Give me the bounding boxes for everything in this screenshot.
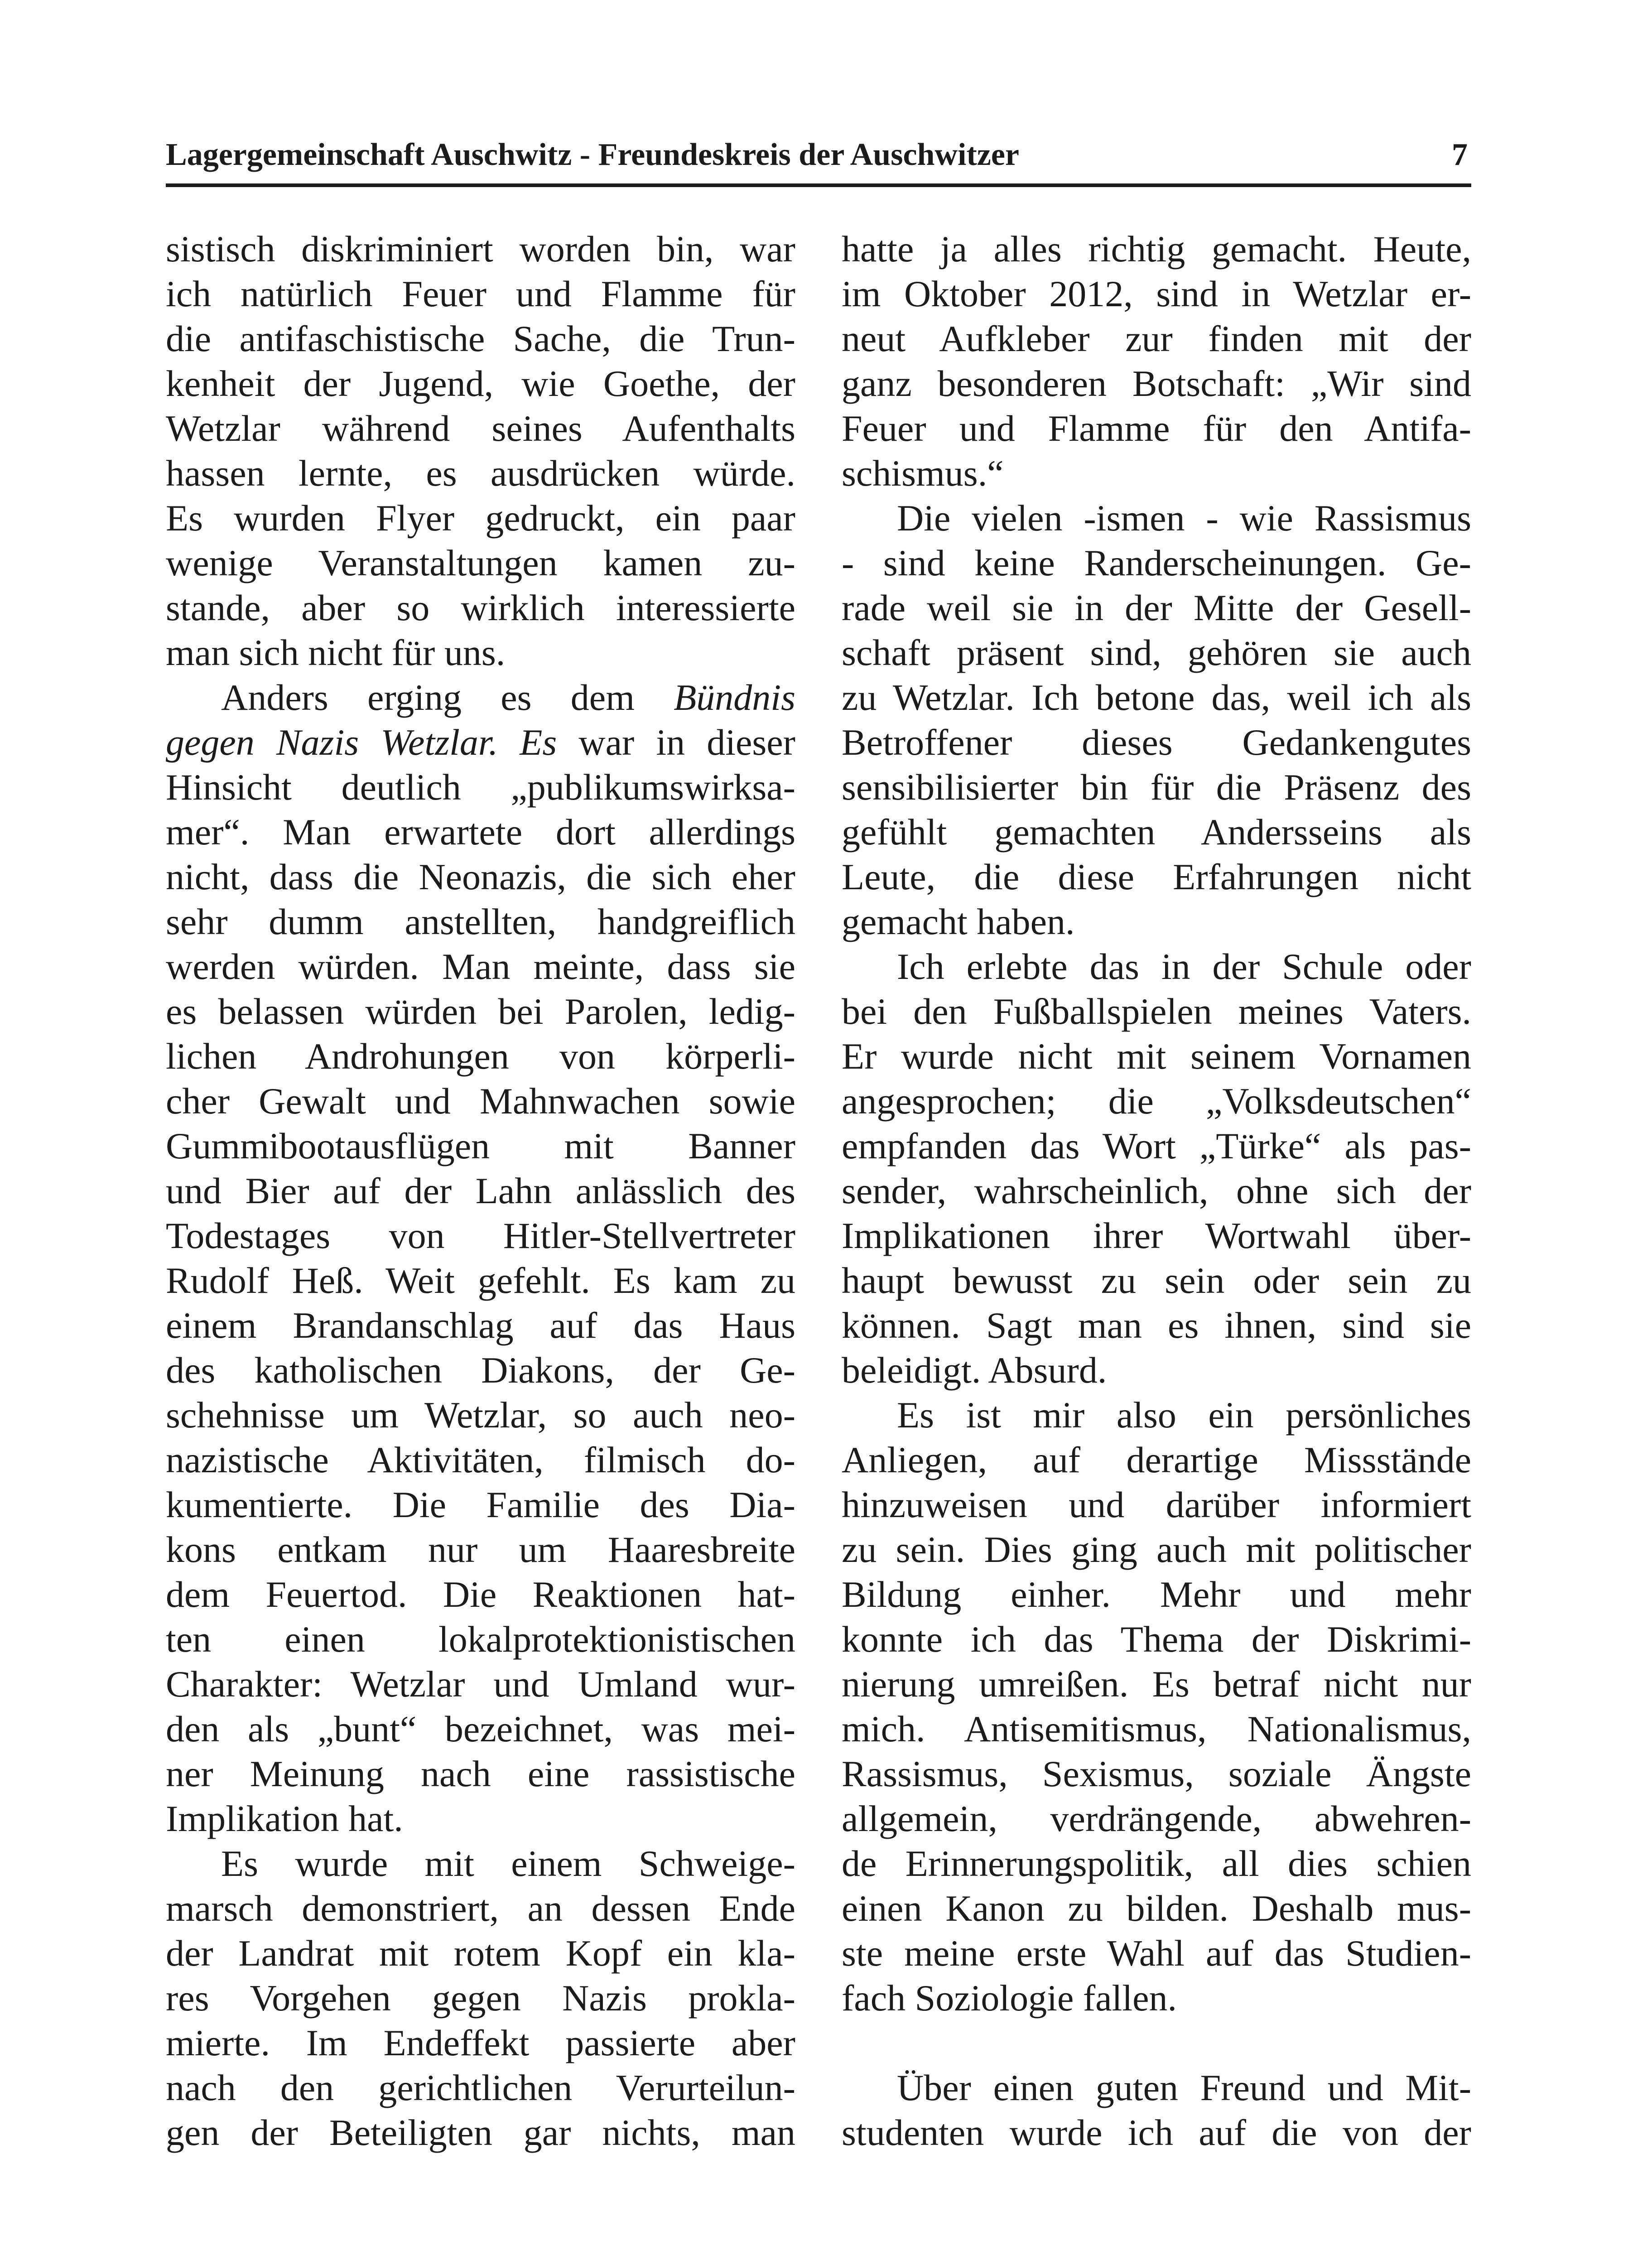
- text-line: die antifaschistische Sache, die Trun-: [166, 318, 795, 359]
- text-line: schaft präsent sind, gehören sie auch: [842, 632, 1471, 673]
- text-line: angesprochen; die „Volksdeutschen“: [842, 1080, 1471, 1122]
- text-line: Implikationen ihrer Wortwahl über-: [842, 1215, 1471, 1256]
- text-line: Er wurde nicht mit seinem Vornamen: [842, 1036, 1471, 1077]
- text-line: Charakter: Wetzlar und Umland wur-: [166, 1663, 795, 1705]
- text-line: empfanden das Wort „Türke“ als pas-: [842, 1125, 1471, 1166]
- text-line: res Vorgehen gegen Nazis prokla-: [166, 1977, 795, 2019]
- text-line: kumentierte. Die Familie des Dia-: [166, 1484, 795, 1525]
- text-line: sistisch diskriminiert worden bin, war: [166, 228, 795, 270]
- text-line: zu Wetzlar. Ich betone das, weil ich als: [842, 677, 1471, 718]
- text-line: bei den Fußballspielen meines Vaters.: [842, 991, 1471, 1032]
- text-line: nazistische Aktivitäten, filmisch do-: [166, 1439, 795, 1480]
- text-line: Rudolf Heß. Weit gefehlt. Es kam zu: [166, 1260, 795, 1301]
- text-line: Todestages von Hitler-Stellvertreter: [166, 1215, 795, 1256]
- text-line: einem Brandanschlag auf das Haus: [166, 1305, 795, 1346]
- text-line: ste meine erste Wahl auf das Studien-: [842, 1932, 1471, 1974]
- text-run: Anders erging es dem: [221, 677, 674, 718]
- text-line: - sind keine Randerscheinungen. Ge-: [842, 542, 1471, 583]
- text-line: Es wurde mit einem Schweige-: [221, 1843, 795, 1884]
- text-line: Anliegen, auf derartige Missstände: [842, 1439, 1471, 1480]
- italic-run: gegen Nazis Wetzlar. Es: [166, 722, 557, 763]
- text-line: Über einen guten Freund und Mit-: [897, 2067, 1471, 2108]
- header-rule: [166, 183, 1471, 187]
- text-line: gemacht haben.: [842, 901, 1075, 942]
- text-line: [166, 675, 795, 720]
- text-line: Leute, die diese Erfahrungen nicht: [842, 856, 1471, 897]
- text-line: des katholischen Diakons, der Ge-: [166, 1349, 795, 1391]
- text-line: de Erinnerungspolitik, all dies schien: [842, 1843, 1471, 1884]
- text-line: Implikation hat.: [166, 1798, 403, 1839]
- italic-run: Bündnis: [674, 677, 795, 718]
- text-line: neut Aufkleber zur finden mit der: [842, 318, 1471, 359]
- text-line: hatte ja alles richtig gemacht. Heute,: [842, 228, 1471, 270]
- text-line: rade weil sie in der Mitte der Gesell-: [842, 587, 1471, 628]
- text-line: nicht, dass die Neonazis, die sich eher: [166, 856, 795, 897]
- text-line: kons entkam nur um Haaresbreite: [166, 1529, 795, 1570]
- text-line: dem Feuertod. Die Reaktionen hat-: [166, 1574, 795, 1615]
- text-line: allgemein, verdrängende, abwehren-: [842, 1798, 1471, 1839]
- text-line: Betroffener dieses Gedankengutes: [842, 722, 1471, 763]
- text-line: mer“. Man erwartete dort allerdings: [166, 811, 795, 853]
- text-line: beleidigt. Absurd.: [842, 1349, 1107, 1391]
- page-number: 7: [1452, 137, 1468, 172]
- text-line: [166, 720, 795, 765]
- text-line: kenheit der Jugend, wie Goethe, der: [166, 363, 795, 404]
- text-line: werden würden. Man meinte, dass sie: [166, 946, 795, 987]
- text-line: hinzuweisen und darüber informiert: [842, 1484, 1471, 1525]
- text-line: ten einen lokalprotektionistischen: [166, 1619, 795, 1660]
- text-line: Hinsicht deutlich „publikumswirksa-: [166, 766, 795, 808]
- text-line: und Bier auf der Lahn anlässlich des: [166, 1170, 795, 1211]
- text-line: fach Soziologie fallen.: [842, 1977, 1177, 2019]
- text-line: der Landrat mit rotem Kopf ein kla-: [166, 1932, 795, 1974]
- text-line: sensibilisierter bin für die Präsenz des: [842, 766, 1471, 808]
- text-line: lichen Androhungen von körperli-: [166, 1036, 795, 1077]
- text-line: mierte. Im Endeffekt passierte aber: [166, 2022, 795, 2063]
- text-line: cher Gewalt und Mahnwachen sowie: [166, 1080, 795, 1122]
- text-line: ner Meinung nach eine rassistische: [166, 1753, 795, 1794]
- text-line: gefühlt gemachten Andersseins als: [842, 811, 1471, 853]
- text-line: Rassismus, Sexismus, soziale Ängste: [842, 1753, 1471, 1794]
- text-line: ich natürlich Feuer und Flamme für: [166, 273, 795, 314]
- left-text-column: [166, 226, 795, 2155]
- text-line: Wetzlar während seines Aufenthalts: [166, 408, 795, 449]
- text-line: marsch demonstriert, an dessen Ende: [166, 1888, 795, 1929]
- text-line: es belassen würden bei Parolen, ledig-: [166, 991, 795, 1032]
- text-line: Die vielen -ismen - wie Rassismus: [897, 497, 1471, 539]
- text-line: sehr dumm anstellten, handgreiflich: [166, 901, 795, 942]
- text-line: ganz besonderen Botschaft: „Wir sind: [842, 363, 1471, 404]
- text-line: im Oktober 2012, sind in Wetzlar er-: [842, 273, 1471, 314]
- text-line: nach den gerichtlichen Verurteilun-: [166, 2067, 795, 2108]
- text-line: Ich erlebte das in der Schule oder: [897, 946, 1471, 987]
- running-header: [166, 127, 1471, 186]
- text-line: Feuer und Flamme für den Antifa-: [842, 408, 1471, 449]
- text-line: Es wurden Flyer gedruckt, ein paar: [166, 497, 795, 539]
- text-line: hassen lernte, es ausdrücken würde.: [166, 453, 795, 494]
- text-line: schehnisse um Wetzlar, so auch neo-: [166, 1394, 795, 1436]
- text-line: konnte ich das Thema der Diskrimi-: [842, 1619, 1471, 1660]
- text-line: schismus.“: [842, 453, 1004, 494]
- running-header-title: Lagergemeinschaft Auschwitz - Freundeskreis der Auschwitzer: [166, 137, 1019, 172]
- text-line: Gummibootausflügen mit Banner: [166, 1125, 795, 1166]
- text-line: gen der Beteiligten gar nichts, man: [166, 2112, 795, 2153]
- text-run: war in dieser: [557, 722, 795, 763]
- text-line: den als „bunt“ bezeichnet, was mei-: [166, 1708, 795, 1749]
- text-line: haupt bewusst zu sein oder sein zu: [842, 1260, 1471, 1301]
- text-line: studenten wurde ich auf die von der: [842, 2112, 1471, 2153]
- text-line: sender, wahrscheinlich, ohne sich der: [842, 1170, 1471, 1211]
- text-line: zu sein. Dies ging auch mit politischer: [842, 1529, 1471, 1570]
- blank-line: [842, 2020, 1471, 2065]
- text-line: stande, aber so wirklich interessierte: [166, 587, 795, 628]
- text-line: man sich nicht für uns.: [166, 632, 506, 673]
- text-line: Es ist mir also ein persönliches: [897, 1394, 1471, 1436]
- text-line: Bildung einher. Mehr und mehr: [842, 1574, 1471, 1615]
- text-line: können. Sagt man es ihnen, sind sie: [842, 1305, 1471, 1346]
- right-text-column: [842, 226, 1471, 2155]
- text-line: mich. Antisemitismus, Nationalismus,: [842, 1708, 1471, 1749]
- text-line: wenige Veranstaltungen kamen zu-: [166, 542, 795, 583]
- text-line: einen Kanon zu bilden. Deshalb mus-: [842, 1888, 1471, 1929]
- text-line: nierung umreißen. Es betraf nicht nur: [842, 1663, 1471, 1705]
